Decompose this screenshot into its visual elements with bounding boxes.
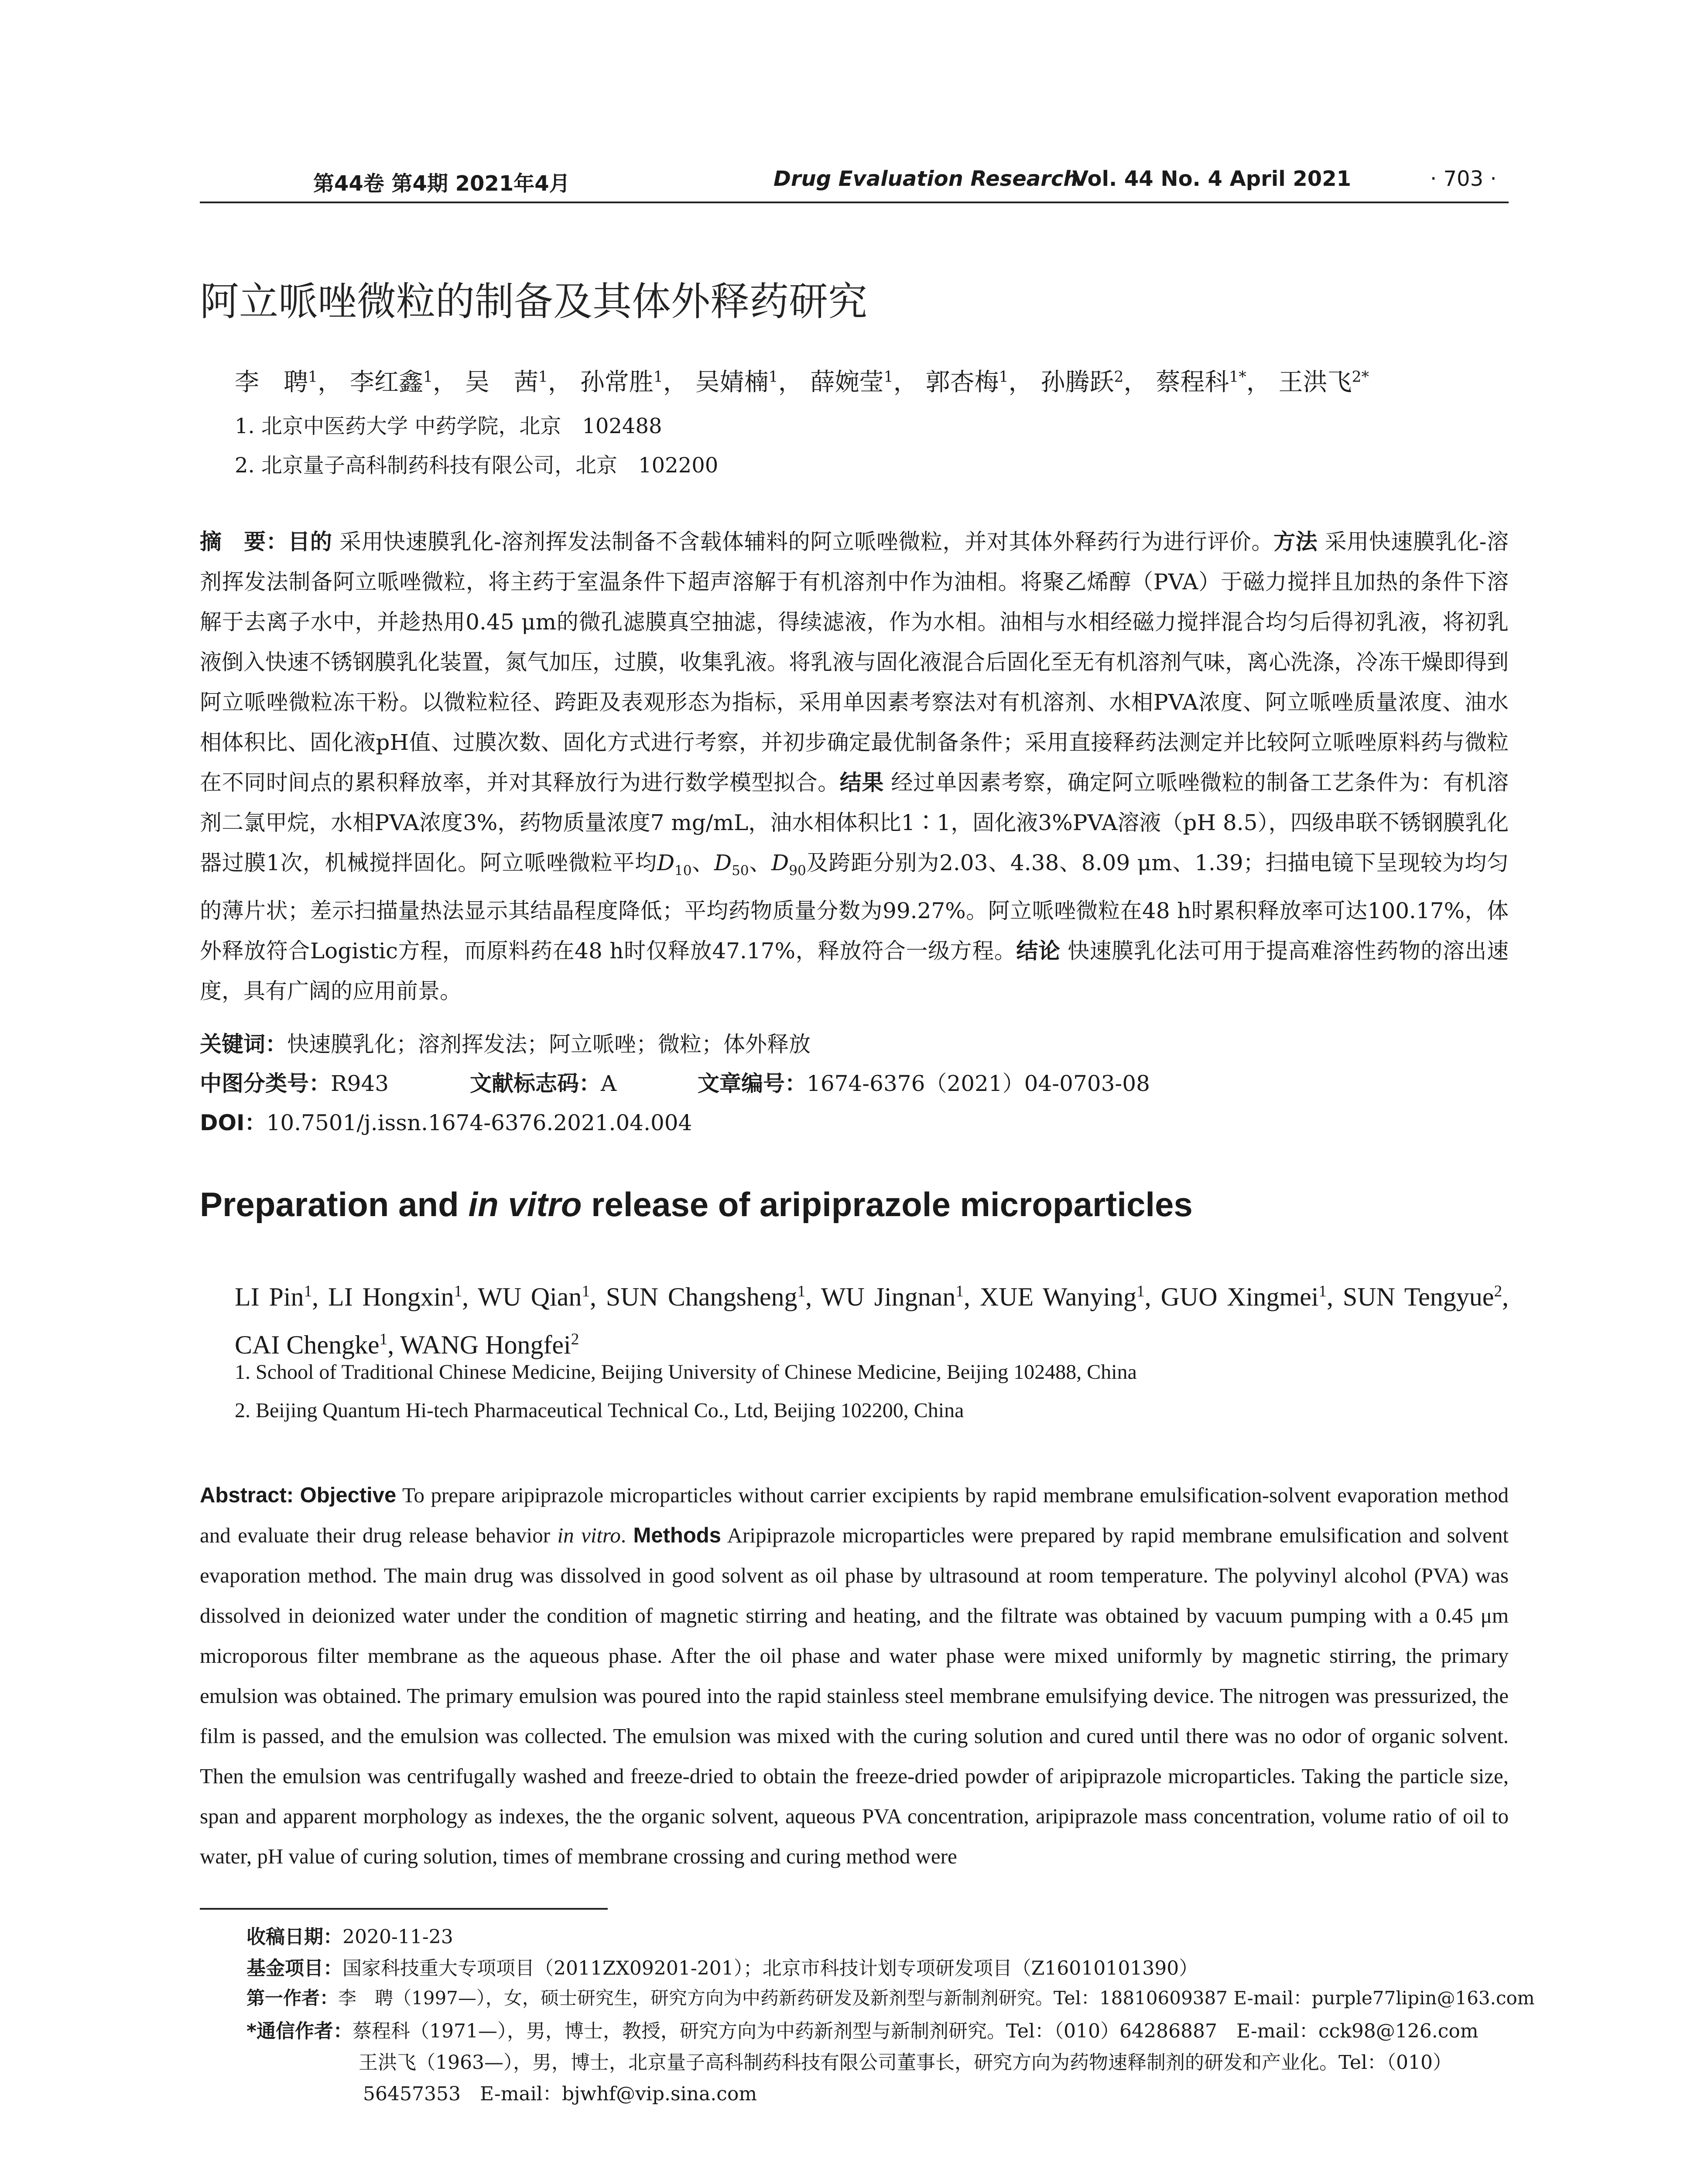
author-en: WU Qian$^1$ <box>477 1282 590 1311</box>
affiliation-en-1: 1. School of Traditional Chinese Medicine, Beijing University of Chinese Medicine, Beijing 102488, China <box>235 1361 1137 1384</box>
abstract-label-en: Abstract: <box>200 1484 294 1507</box>
author-cn: 王洪飞$^{2*}$ <box>1278 368 1369 397</box>
classification-line <box>200 1066 1150 1097</box>
doi-line <box>200 1105 692 1137</box>
methods-text-cn: 采用快速膜乳化-溶剂挥发法制备阿立哌唑微粒，将主药于室温条件下超声溶解于有机溶剂中作为油相。将聚乙烯醇（PVA）于磁力搅拌且加热的条件下溶解于去离子水中，并趁热用0.45 μm的微孔滤膜真空抽滤，得续滤液，作为水相。油相与水相经磁力搅拌混合均匀后得初乳液，将初乳液倒入快速不锈钢膜乳化装置，氮气加压，过膜，收集乳液。将乳液与固化液混合后固化至无有机溶剂气味，离心洗涤，冷冻干燥即得到阿立哌唑微粒冻干粉。以微粒粒径、跨距及表观形态为指标，采用单因素考察法对有机溶剂、水相PVA浓度、阿立哌唑质量浓度、油水相体积比、固化液pH值、过膜次数、固化方式进行考察，并初步确定最优制备条件；采用直接释药法测定并比较阿立哌唑原料药与微粒在不同时间点的累积释放率，并对其释放行为进行数学模型拟合。 <box>200 529 1509 795</box>
article-title-en: Preparation and in vitro release of aripiprazole microparticles <box>200 1185 1193 1224</box>
doc-code-label: 文献标志码： <box>470 1071 601 1096</box>
affiliation-cn-2: 2. 北京量子高科制药科技有限公司，北京 102200 <box>235 453 719 478</box>
abstract-label-cn: 摘 要： <box>200 529 288 554</box>
footnote-corresponding-2: 王洪飞（1963—），男，博士，北京量子高科制药科技有限公司董事长，研究方向为药物速释制剂的研发和产业化。Tel：（010） <box>359 2051 1452 2074</box>
author-en: GUO Xingmei$^1$ <box>1160 1282 1327 1311</box>
article-no-label: 文章编号： <box>698 1071 807 1096</box>
objective-text-cn: 采用快速膜乳化-溶剂挥发法制备不含载体辅料的阿立哌唑微粒，并对其体外释药行为进行评价。 <box>339 529 1273 554</box>
methods-text-en: Aripiprazole microparticles were prepared by rapid membrane emulsification and solvent evaporation method. The main drug was dissolved in good solvent as oil phase by ultrasound at room temperature. The polyvinyl alcohol (PVA) was dissolved in deionized water under the condition of magnetic stirring and heating, and the filtrate was obtained by vacuum pumping with a 0.45 μm microporous filter membrane as the aqueous phase. After the oil phase and water phase were mixed uniformly by magnetic stirring, the primary emulsion was obtained. The primary emulsion was poured into the rapid stainless steel membrane emulsifying device. The nitrogen was pressurized, the film is passed, and the emulsion was collected. The emulsion was mixed with the curing solution and cured until there was no odor of organic solvent. Then the emulsion was centrifugally washed and freeze-dried to obtain the freeze-dried powder of aripiprazole microparticles. Taking the particle size, span and apparent morphology as indexes, the the organic solvent, aqueous PVA concentration, aripiprazole mass concentration, volume ratio of oil to water, pH value of curing solution, times of membrane crossing and curing method were <box>200 1523 1509 1868</box>
author-en: SUN Changsheng$^1$ <box>606 1282 806 1311</box>
clc-value: R943 <box>331 1071 389 1096</box>
results-text-cn-cont: 及跨距分别为2.03、4.38、8.09 μm、1.39；扫描电镜下呈现较为均匀的薄片状；差示扫描量热法显示其结晶程度降低；平均药物质量分数为99.27%。阿立哌唑微粒在48 h时累积释放率可达100.17%，体外释放符合Logistic方程，而原料药在48 h时仅释放47.17%，释放符合一级方程。 <box>200 850 1509 964</box>
journal-volume-en: Vol. 44 No. 4 April 2021 <box>1072 167 1351 191</box>
affiliation-cn-1: 1. 北京中医药大学 中药学院，北京 102488 <box>235 414 662 438</box>
footnote-received: 收稿日期：2020-11-23 <box>246 1926 453 1948</box>
doi-value[interactable]: 10.7501/j.issn.1674-6376.2021.04.004 <box>266 1110 692 1135</box>
conclusion-text-cn: 快速膜乳化法可用于提高难溶性药物的溶出速度，具有广阔的应用前景。 <box>200 938 1509 1004</box>
conclusion-label-cn: 结论 <box>1016 938 1061 964</box>
keywords-label: 关键词： <box>200 1032 287 1057</box>
author-cn: 孙腾跃$^2$ <box>1041 368 1124 397</box>
keywords-cn <box>200 1027 811 1058</box>
abstract-en: Abstract: Objective To prepare aripiprazole microparticles without carrier excipients by rapid membrane emulsification-solvent evaporation method and evaluate their drug release behavior in vitro. Methods Aripiprazole microparticles were prepared by rapid membrane emulsification and solvent evaporation method. The main drug was dissolved in good solvent as oil phase by ultrasound at room temperature. The polyvinyl alcohol (PVA) was dissolved in deionized water under the condition of magnetic stirring and heating, and the filtrate was obtained by vacuum pumping with a 0.45 μm microporous filter membrane as the aqueous phase. After the oil phase and water phase were mixed uniformly by magnetic stirring, the primary emulsion was obtained. The primary emulsion was poured into the rapid stainless steel membrane emulsifying device. The nitrogen was pressurized, the film is passed, and the emulsion was collected. The emulsion was mixed with the curing solution and cured until there was no odor of organic solvent. Then the emulsion was centrifugally washed and freeze-dried to obtain the freeze-dried powder of aripiprazole microparticles. Taking the particle size, span and apparent morphology as indexes, the the organic solvent, aqueous PVA concentration, aripiprazole mass concentration, volume ratio of oil to water, pH value of curing solution, times of membrane crossing and curing method were <box>200 1483 1509 1868</box>
journal-volume-cn: 第44卷 第4期 2021年4月 <box>313 171 570 196</box>
affiliation-en-2: 2. Beijing Quantum Hi-tech Pharmaceutical Technical Co., Ltd, Beijing 102200, China <box>235 1399 964 1422</box>
methods-label-cn: 方法 <box>1273 529 1318 554</box>
author-cn: 孙常胜$^1$ <box>580 368 663 397</box>
author-en: LI Pin$^1$ <box>235 1282 312 1311</box>
author-en: XUE Wanying$^1$ <box>979 1282 1145 1311</box>
author-cn: 薛婉莹$^1$ <box>810 368 893 397</box>
page-number: · 703 · <box>1430 167 1497 191</box>
article-no-value: 1674-6376（2021）04-0703-08 <box>807 1071 1150 1096</box>
author-cn: 郭杏梅$^1$ <box>925 368 1009 397</box>
results-label-cn: 结果 <box>839 770 884 795</box>
author-cn: 李红鑫$^1$ <box>349 368 433 397</box>
article-title-cn: 阿立哌唑微粒的制备及其体外释药研究 <box>200 279 867 325</box>
footnote-fund: 基金项目：国家科技重大专项项目（2011ZX09201-201）；北京市科技计划专项研发项目（Z16010101390） <box>246 1957 1198 1979</box>
footnote-corresponding: *通信作者：蔡程科（1971—），男，博士，教授，研究方向为中药新剂型与新制剂研究。Tel：（010）64286887 E-mail：cck98@126.com <box>246 2020 1479 2042</box>
author-list-cn: 李 聘$^1$， 李红鑫$^1$， 吴 茜$^1$， 孙常胜$^1$， 吴婧楠$^1$， 薛婉莹$^1$， 郭杏梅$^1$， 孙腾跃$^2$， 蔡程科$^{1*}$， 王洪飞$^{2*}$ <box>235 368 1369 397</box>
running-header <box>200 167 1509 206</box>
author-cn: 吴 茜$^1$ <box>465 368 548 397</box>
author-en: WANG Hongfei$^2$ <box>400 1330 579 1359</box>
author-cn: 蔡程科$^{1*}$ <box>1156 368 1246 397</box>
author-en: WU Jingnan$^1$ <box>821 1282 964 1311</box>
author-en: CAI Chengke$^1$ <box>235 1330 388 1359</box>
footnote-rule <box>200 1908 608 1910</box>
objective-label-en: Objective <box>300 1484 397 1507</box>
doc-code-value: A <box>601 1071 617 1096</box>
header-rule <box>200 202 1509 203</box>
keywords-value: 快速膜乳化；溶剂挥发法；阿立哌唑；微粒；体外释放 <box>287 1032 811 1057</box>
doi-label: DOI： <box>200 1110 267 1135</box>
journal-name-en: Drug Evaluation Research <box>774 167 1078 191</box>
footnote-first-author: 第一作者：李 聘（1997—），女，硕士研究生，研究方向为中药新药研发及新剂型与新制剂研究。Tel：18810609387 E-mail：purple77lipin@163.com <box>246 1987 1535 2009</box>
author-list-en: LI Pin$^1$, LI Hongxin$^1$, WU Qian$^1$, SUN Changsheng$^1$, WU Jingnan$^1$, XUE Wanying$^1$, GUO Xingmei$^1$, SUN Tengyue$^2$, CAI Chengke$^1$, WANG Hongfei$^2$ <box>235 1282 1509 1359</box>
author-en: LI Hongxin$^1$ <box>328 1282 462 1311</box>
abstract-cn: 摘 要：目的 采用快速膜乳化-溶剂挥发法制备不含载体辅料的阿立哌唑微粒，并对其体外释药行为进行评价。方法 采用快速膜乳化-溶剂挥发法制备阿立哌唑微粒，将主药于室温条件下超声溶解于有机溶剂中作为油相。将聚乙烯醇（PVA）于磁力搅拌且加热的条件下溶解于去离子水中，并趁热用0.45 μm的微孔滤膜真空抽滤，得续滤液，作为水相。油相与水相经磁力搅拌混合均匀后得初乳液，将初乳液倒入快速不锈钢膜乳化装置，氮气加压，过膜，收集乳液。将乳液与固化液混合后固化至无有机溶剂气味，离心洗涤，冷冻干燥即得到阿立哌唑微粒冻干粉。以微粒粒径、跨距及表观形态为指标，采用单因素考察法对有机溶剂、水相PVA浓度、阿立哌唑质量浓度、油水相体积比、固化液pH值、过膜次数、固化方式进行考察，并初步确定最优制备条件；采用直接释药法测定并比较阿立哌唑原料药与微粒在不同时间点的累积释放率，并对其释放行为进行数学模型拟合。结果 经过单因素考察，确定阿立哌唑微粒的制备工艺条件为：有机溶剂二氯甲烷，水相PVA浓度3%，药物质量浓度7 mg/mL，油水相体积比1∶1，固化液3%PVA溶液（pH 8.5），四级串联不锈钢膜乳化器过膜1次，机械搅拌固化。阿立哌唑微粒平均$D_{10}$、$D_{50}$、$D_{90}$及跨距分别为2.03、4.38、8.09 μm、1.39；扫描电镜下呈现较为均匀的薄片状；差示扫描量热法显示其结晶程度降低；平均药物质量分数为99.27%。阿立哌唑微粒在48 h时累积释放率可达100.17%，体外释放符合Logistic方程，而原料药在48 h时仅释放47.17%，释放符合一级方程。结论 快速膜乳化法可用于提高难溶性药物的溶出速度，具有广阔的应用前景。 <box>200 529 1509 1004</box>
objective-text-en: To prepare aripiprazole microparticles without carrier excipients by rapid membrane emulsification-solvent evaporation method and evaluate their drug release behavior <box>200 1483 1509 1547</box>
footnote-corresponding-2-cont: 56457353 E-mail：bjwhf@vip.sina.com <box>363 2083 757 2105</box>
clc-label: 中图分类号： <box>200 1071 331 1096</box>
author-cn: 吴婧楠$^1$ <box>695 368 778 397</box>
methods-label-en: Methods <box>633 1524 721 1547</box>
author-cn: 李 聘$^1$ <box>235 368 318 397</box>
author-en: SUN Tengyue$^2$ <box>1342 1282 1503 1311</box>
objective-label-cn: 目的 <box>288 529 332 554</box>
results-text-cn: 经过单因素考察，确定阿立哌唑微粒的制备工艺条件为：有机溶剂二氯甲烷，水相PVA浓度3%，药物质量浓度7 mg/mL，油水相体积比1∶1，固化液3%PVA溶液（pH 8.5），四级串联不锈钢膜乳化器过膜1次，机械搅拌固化。阿立哌唑微粒平均 <box>200 770 1509 875</box>
